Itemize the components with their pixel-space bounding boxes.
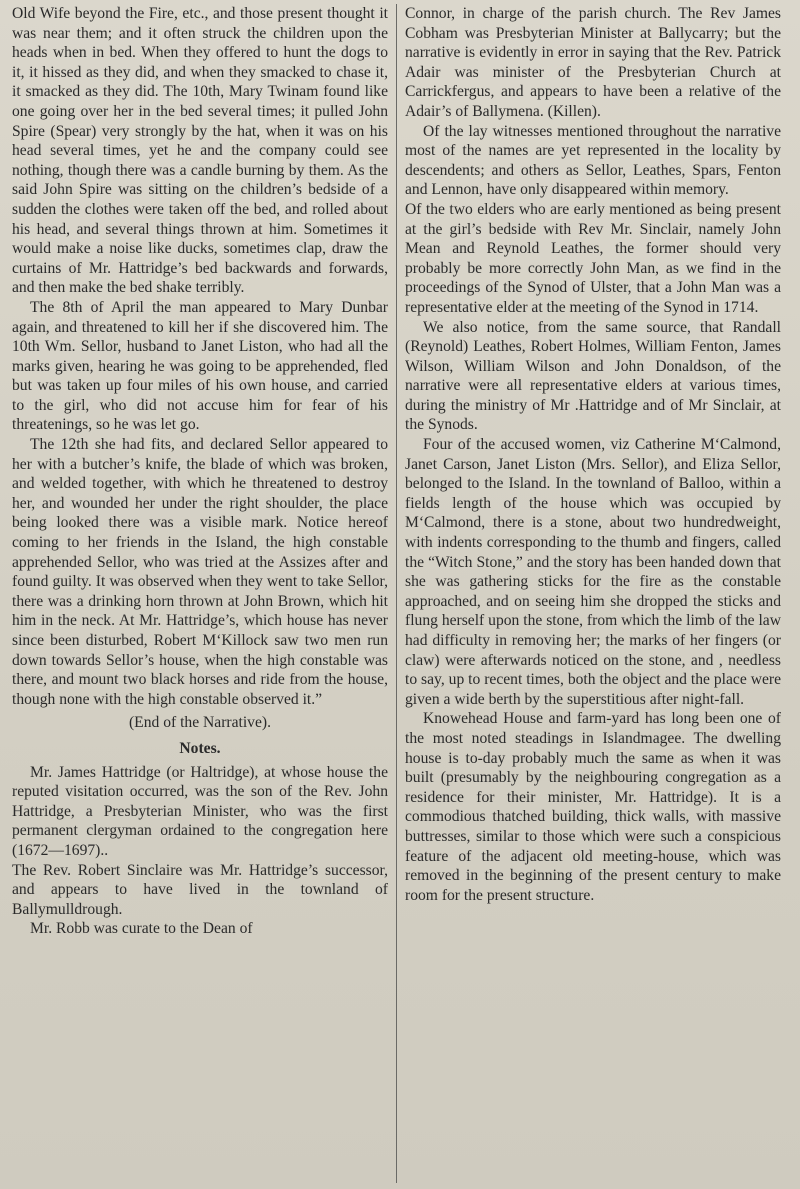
paragraph: The 12th she had fits, and declared Sellor appeared to her with a butcher’s knife, the blade of which was broken, and welded together, with which he threatened to destroy her, and wounded her under the right shoulder, the place being looked there was a visible mark. Notice hereof coming to her friends in the Island, the high constable apprehended Sellor, who was tried at the Assizes after and found guilty. It was observed when they went to take Sellor, there was a drinking horn thrown at John Brown, which hit him in the neck. At Mr. Hattridge’s, which house has never since been disturbed, Robert M‘Killock saw two men run down towards Sellor’s house, when the high constable was there, and mount two black horses and ride from the house, though none with the high constable observed it.”: [12, 436, 388, 708]
paragraph: Old Wife beyond the Fire, etc., and those present thought it was near them; and it often struck the children upon the heads when in bed. When they offered to hunt the dogs to it, it hissed as they did, and when they smacked to chase it, it smacked as they did. The 10th, Mary Twinam found like one going over her in the bed several times; it pulled John Spire (Spear) very strongly by the hat, when it was on his head several times, yet he and the company could see nothing, though there was a candle burning by them. As the said John Spire was sitting on the children’s bedside of a sudden the clothes were taken off the bed, and rolled about his head, and several things thrown at him. Sometimes it would make a noise like ducks, sometimes clap, draw the curtains of Mr. Hattridge’s bed backwards and forwards, and then make the bed shake terribly.: [12, 5, 388, 297]
paragraph: Mr. James Hattridge (or Haltridge), at whose house the reputed visitation occurred, was the son of the Rev. John Hattridge, a Presbyterian Minister, who was the first permanent clergyman ordained to the congregation here (1672—1697)..: [12, 763, 388, 859]
left-column: [12, 4, 396, 1183]
paragraph: Connor, in charge of the parish church. The Rev James Cobham was Presbyterian Minister at Ballycarry; but the narrative is evidently in error in saying that the Rev. Patrick Adair was minister of the Presbyterian Church at Carrickfergus, and appears to have been a relative of the Adair’s of Ballymena. (Killen).: [405, 5, 781, 120]
paragraph: Knowehead House and farm-yard has long been one of the most noted steadings in Islandmagee. The dwelling house is to-day probably much the same as when it was built (presumably by the neighbouring congregation as a residence for their minister, Mr. Hattridge). It is a commodious thatched building, thick walls, with massive buttresses, similar to those which were such a conspicious feature of the adjacent old meeting-house, which was removed in the beginning of the present century to make room for the present structure.: [405, 710, 781, 904]
paragraph: Of the lay witnesses mentioned throughout the narrative most of the names are yet represented in the locality by descendents; and others as Sellor, Leathes, Spars, Fenton and Lennon, have only disappeared within memory.: [405, 122, 781, 199]
paragraph: The Rev. Robert Sinclaire was Mr. Hattridge’s successor, and appears to have lived in the townland of Ballymulldrough.: [12, 861, 388, 918]
end-of-narrative: (End of the Narrative).: [128, 714, 271, 732]
right-column: [397, 4, 781, 1183]
paragraph: Mr. Robb was curate to the Dean of: [30, 920, 253, 938]
paragraph: The 8th of April the man appeared to Mary Dunbar again, and threatened to kill her if she discovered him. The 10th Wm. Sellor, husband to Janet Liston, who had all the marks given, hearing he was going to be apprehended, fled but was taken up four miles of his own house, and carried to the girl, who did not accuse him for fear of his threatenings, so he was let go.: [12, 298, 388, 434]
paragraph: Four of the accused women, viz Catherine M‘Calmond, Janet Carson, Janet Liston (Mrs. Sellor), and Eliza Sellor, belonged to the Island. In the townland of Balloo, within a fields length of the house which was occupied by M‘Calmond, there is a stone, about two hundredweight, with indents corresponding to the thumb and fingers, called the “Witch Stone,” and the story has been handed down that she was gathering sticks for the fire as the constable approached, and on seeing him she dropped the sticks and flung herself upon the stone, from which the limb of the law had difficulty in removing her; the marks of her fingers (or claw) were afterwards noticed on the stone, and , needless to say, up to recent times, both the object and the place were given a wide berth by the superstitious after night-fall.: [405, 436, 781, 708]
notes-heading: Notes.: [179, 739, 221, 757]
paragraph: Of the two elders who are early mentioned as being present at the girl’s bedside with Rev Mr. Sinclair, namely John Mean and Reynold Leathes, the former should very probably be more correctly John Man, as we find in the proceedings of the Synod of Ulster, that a John Man was a representative elder at the meeting of the Synod in 1714.: [405, 200, 781, 316]
paragraph: We also notice, from the same source, that Randall (Reynold) Leathes, Robert Holmes, William Fenton, James Wilson, William Wilson and John Donaldson, of the narrative were all representative elders at various times, during the ministry of Mr .Hattridge and of Mr Sinclair, at the Synods.: [405, 318, 781, 434]
